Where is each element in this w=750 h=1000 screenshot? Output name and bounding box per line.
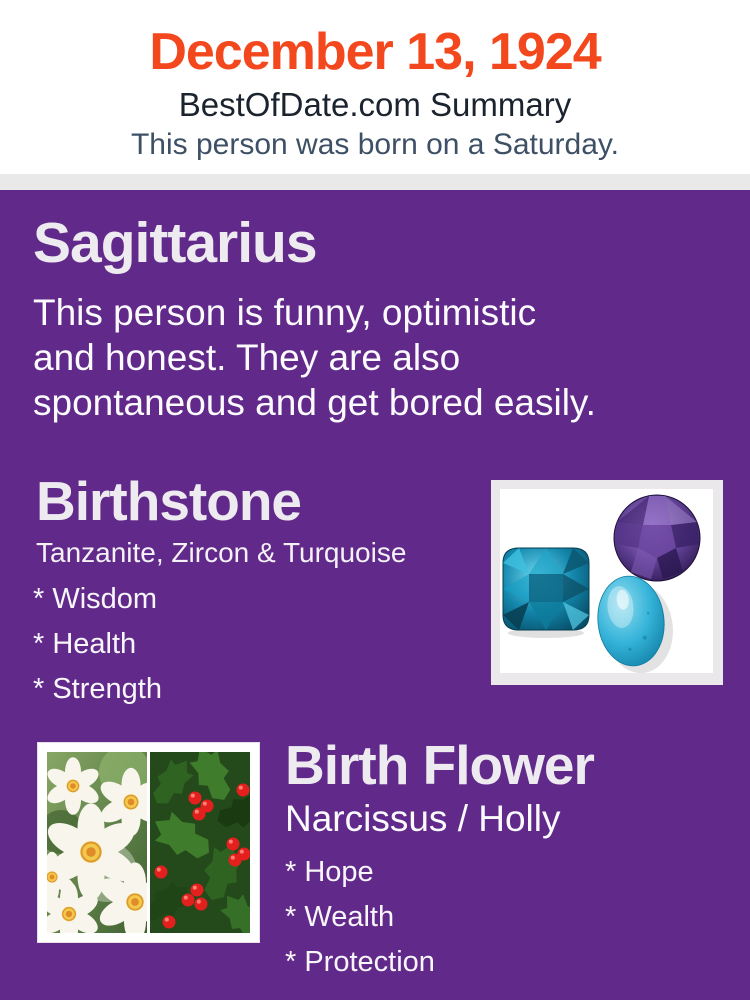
zodiac-description-line: spontaneous and get bored easily. [33, 382, 596, 423]
date-title: December 13, 1924 [149, 23, 601, 81]
birth-flower-names: Narcissus / Holly [285, 798, 561, 839]
birth-flower-trait: * Wealth [285, 901, 395, 933]
birthstone-image-panel [491, 480, 723, 685]
birth-flower-trait: * Hope [285, 856, 374, 888]
birthstone-title: Birthstone [36, 470, 301, 532]
zodiac-description-line: This person is funny, optimistic [33, 292, 537, 333]
birthstone-trait: * Strength [33, 673, 162, 705]
born-day-note: This person was born on a Saturday. [130, 128, 620, 161]
zodiac-name: Sagittarius [33, 211, 317, 275]
site-summary-title: BestOfDate.com Summary [178, 86, 572, 123]
birthstone-names: Tanzanite, Zircon & Turquoise [36, 537, 407, 568]
birthstone-trait: * Wisdom [33, 583, 158, 615]
birthstone-image [500, 489, 713, 673]
birth-flower-title: Birth Flower [285, 734, 594, 796]
gems-illustration [500, 489, 713, 673]
zodiac-description-line: and honest. They are also [33, 337, 461, 378]
birthstone-trait: * Health [33, 628, 137, 660]
birthstone-traits-list [33, 577, 162, 712]
birth-flower-traits-list [285, 850, 435, 985]
divider-strip [0, 174, 750, 190]
birth-flower-image [47, 752, 250, 933]
header [0, 0, 750, 174]
zodiac-description [33, 290, 596, 425]
birth-flower-trait: * Protection [285, 946, 435, 978]
summary-body [0, 190, 750, 1000]
birth-flower-image-panel [37, 742, 260, 943]
narcissus-holly-illustration [47, 752, 250, 933]
